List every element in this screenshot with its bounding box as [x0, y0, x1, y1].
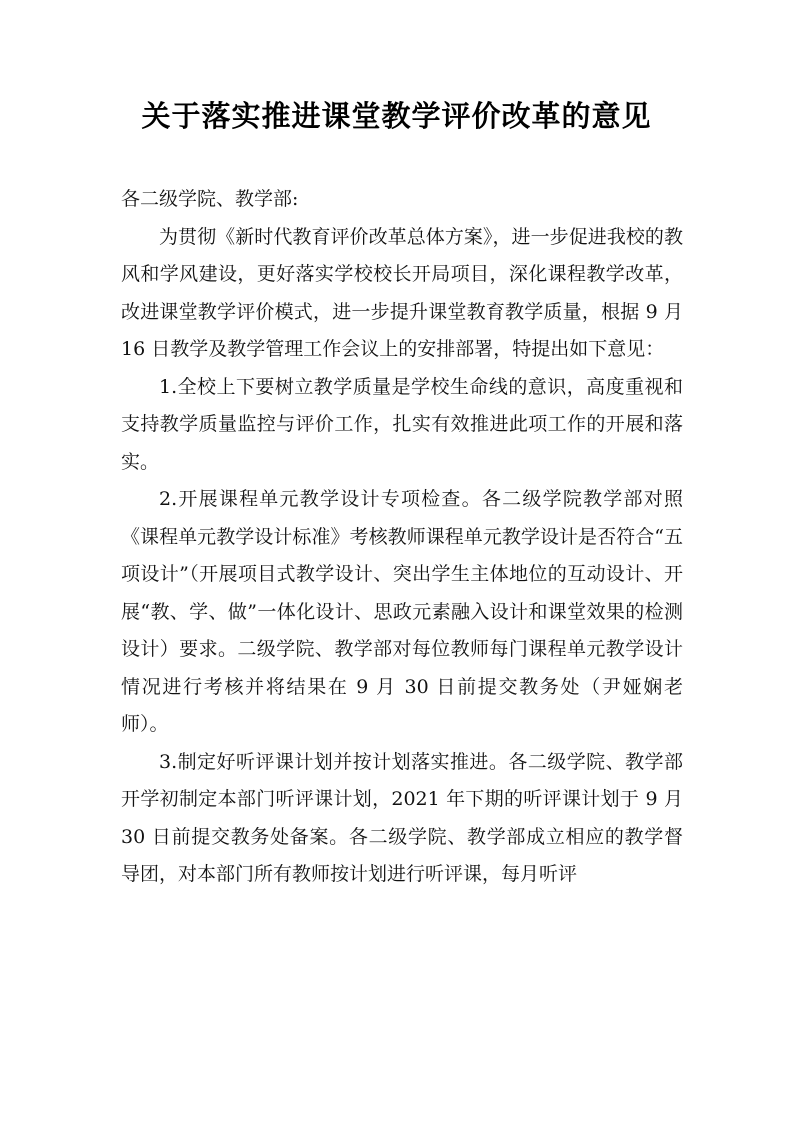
paragraph-item-3: 3.制定好听评课计划并按计划落实推进。各二级学院、教学部开学初制定本部门听评课计划，2021 年下期的听评课计划于 9 月 30 日前提交教务处备案。各二级学院、教学部成立相应的教学督导团，对本部门所有教师按计划进行听评课，每月听评 [121, 750, 683, 885]
salutation: 各二级学院、教学部: [121, 188, 299, 210]
document-title: 关于落实推进课堂教学评价改革的意见 [141, 99, 652, 133]
paragraph-intro: 为贯彻《新时代教育评价改革总体方案》，进一步促进我校的教风和学风建设，更好落实学校校长开局项目，深化课程教学改革，改进课堂教学评价模式，进一步提升课堂教育教学质量，根据 9 月 16 日教学及教学管理工作会议上的安排部署，特提出如下意见： [121, 225, 683, 360]
paragraph-item-1: 1.全校上下要树立教学质量是学校生命线的意识，高度重视和支持教学质量监控与评价工作，扎实有效推进此项工作的开展和落实。 [121, 375, 683, 473]
paragraph-item-2: 2.开展课程单元教学设计专项检查。各二级学院教学部对照《课程单元教学设计标准》考核教师课程单元教学设计是否符合“五项设计”（开展项目式教学设计、突出学生主体地位的互动设计、开展“教、学、做”一体化设计、思政元素融入设计和课堂效果的检测设计）要求。二级学院、教学部对每位教师每门课程单元教学设计情况进行考核并将结果在 9 月 30 日前提交教务处（尹娅娴老师）。 [121, 488, 683, 735]
document-body [121, 181, 683, 894]
